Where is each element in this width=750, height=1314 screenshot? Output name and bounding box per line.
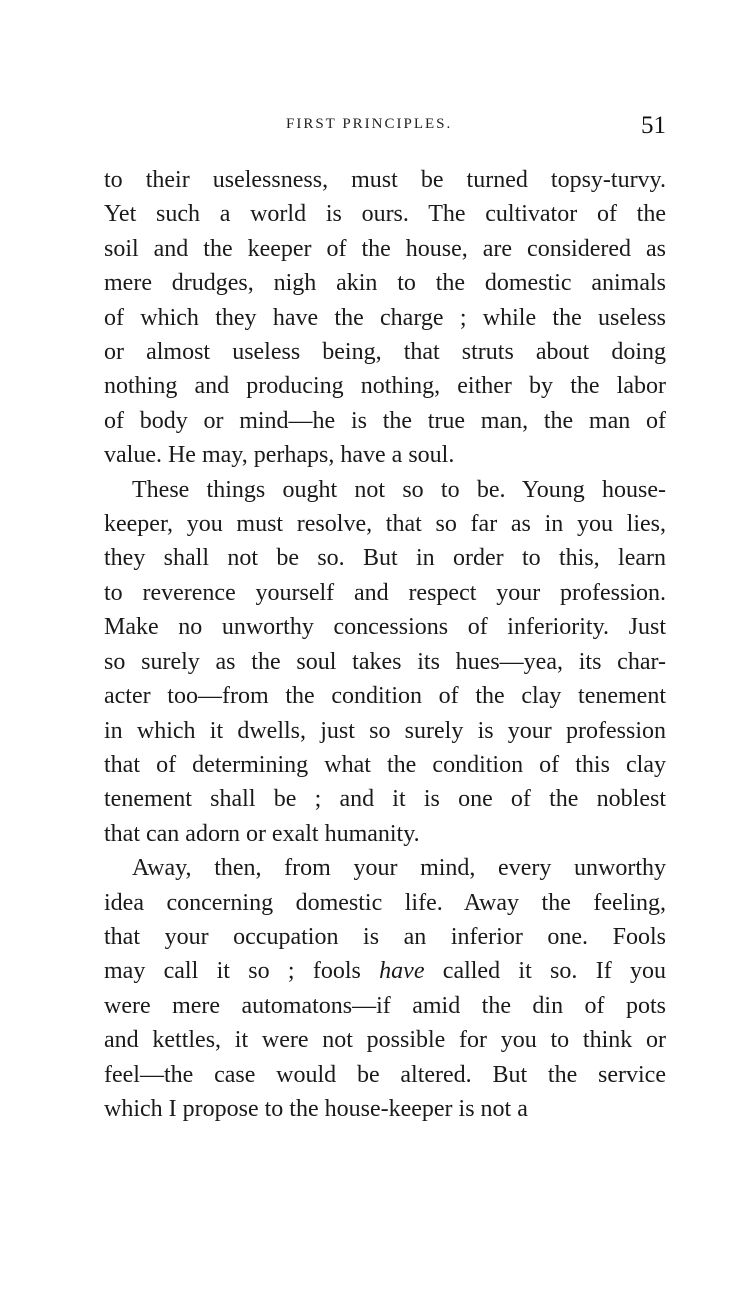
text-line: nothing and producing nothing, either by the labor — [104, 373, 666, 400]
paragraph — [104, 851, 666, 1126]
running-head — [104, 112, 666, 148]
text-line: in which it dwells, just so surely is your profession — [104, 717, 666, 744]
text-line: mere drudges, nigh akin to the domestic animals — [104, 270, 666, 297]
paragraph — [104, 163, 666, 473]
text-line: soil and the keeper of the house, are considered as — [104, 235, 666, 262]
text-line: feel—the case would be altered. But the service — [104, 1061, 666, 1088]
text-line: so surely as the soul takes its hues—yea, its char- — [104, 648, 666, 675]
body-text — [104, 163, 666, 1126]
text-line: These things ought not so to be. Young house- — [132, 476, 666, 503]
text-line: and kettles, it were not possible for you to think or — [104, 1027, 666, 1054]
text-line: keeper, you must resolve, that so far as in you lies, — [104, 511, 666, 538]
text-line: which I propose to the house-keeper is not a — [104, 1095, 528, 1122]
text-line: value. He may, perhaps, have a soul. — [104, 442, 455, 469]
text-line: that can adorn or exalt humanity. — [104, 820, 420, 847]
paragraph — [104, 473, 666, 851]
text-line: were mere automatons—if amid the din of pots — [104, 992, 666, 1019]
running-title: FIRST PRINCIPLES. — [286, 116, 453, 132]
text-line: tenement shall be ; and it is one of the noblest — [104, 786, 666, 813]
emphasis: have — [379, 958, 425, 985]
text-line: to their uselessness, must be turned topsy-turvy. — [104, 167, 666, 193]
text-line: to reverence yourself and respect your profession. — [104, 579, 666, 606]
text-line: may call it so ; fools have called it so. If you — [104, 958, 666, 985]
text-line: idea concerning domestic life. Away the feeling, — [104, 889, 666, 916]
text-line: Make no unworthy concessions of inferiority. Just — [104, 614, 666, 641]
text-line: they shall not be so. But in order to this, learn — [104, 545, 666, 572]
text-line: acter too—from the condition of the clay tenement — [104, 683, 666, 710]
text-line: of body or mind—he is the true man, the man of — [104, 407, 666, 434]
text-line: that your occupation is an inferior one. Fools — [104, 923, 666, 950]
text-line: that of determining what the condition of this clay — [104, 751, 666, 778]
text-line: Yet such a world is ours. The cultivator of the — [104, 201, 666, 228]
page-number: 51 — [641, 112, 666, 139]
text-line: Away, then, from your mind, every unworthy — [132, 855, 666, 882]
text-line: or almost useless being, that struts about doing — [104, 339, 666, 366]
text-line: of which they have the charge ; while the useless — [104, 304, 666, 331]
